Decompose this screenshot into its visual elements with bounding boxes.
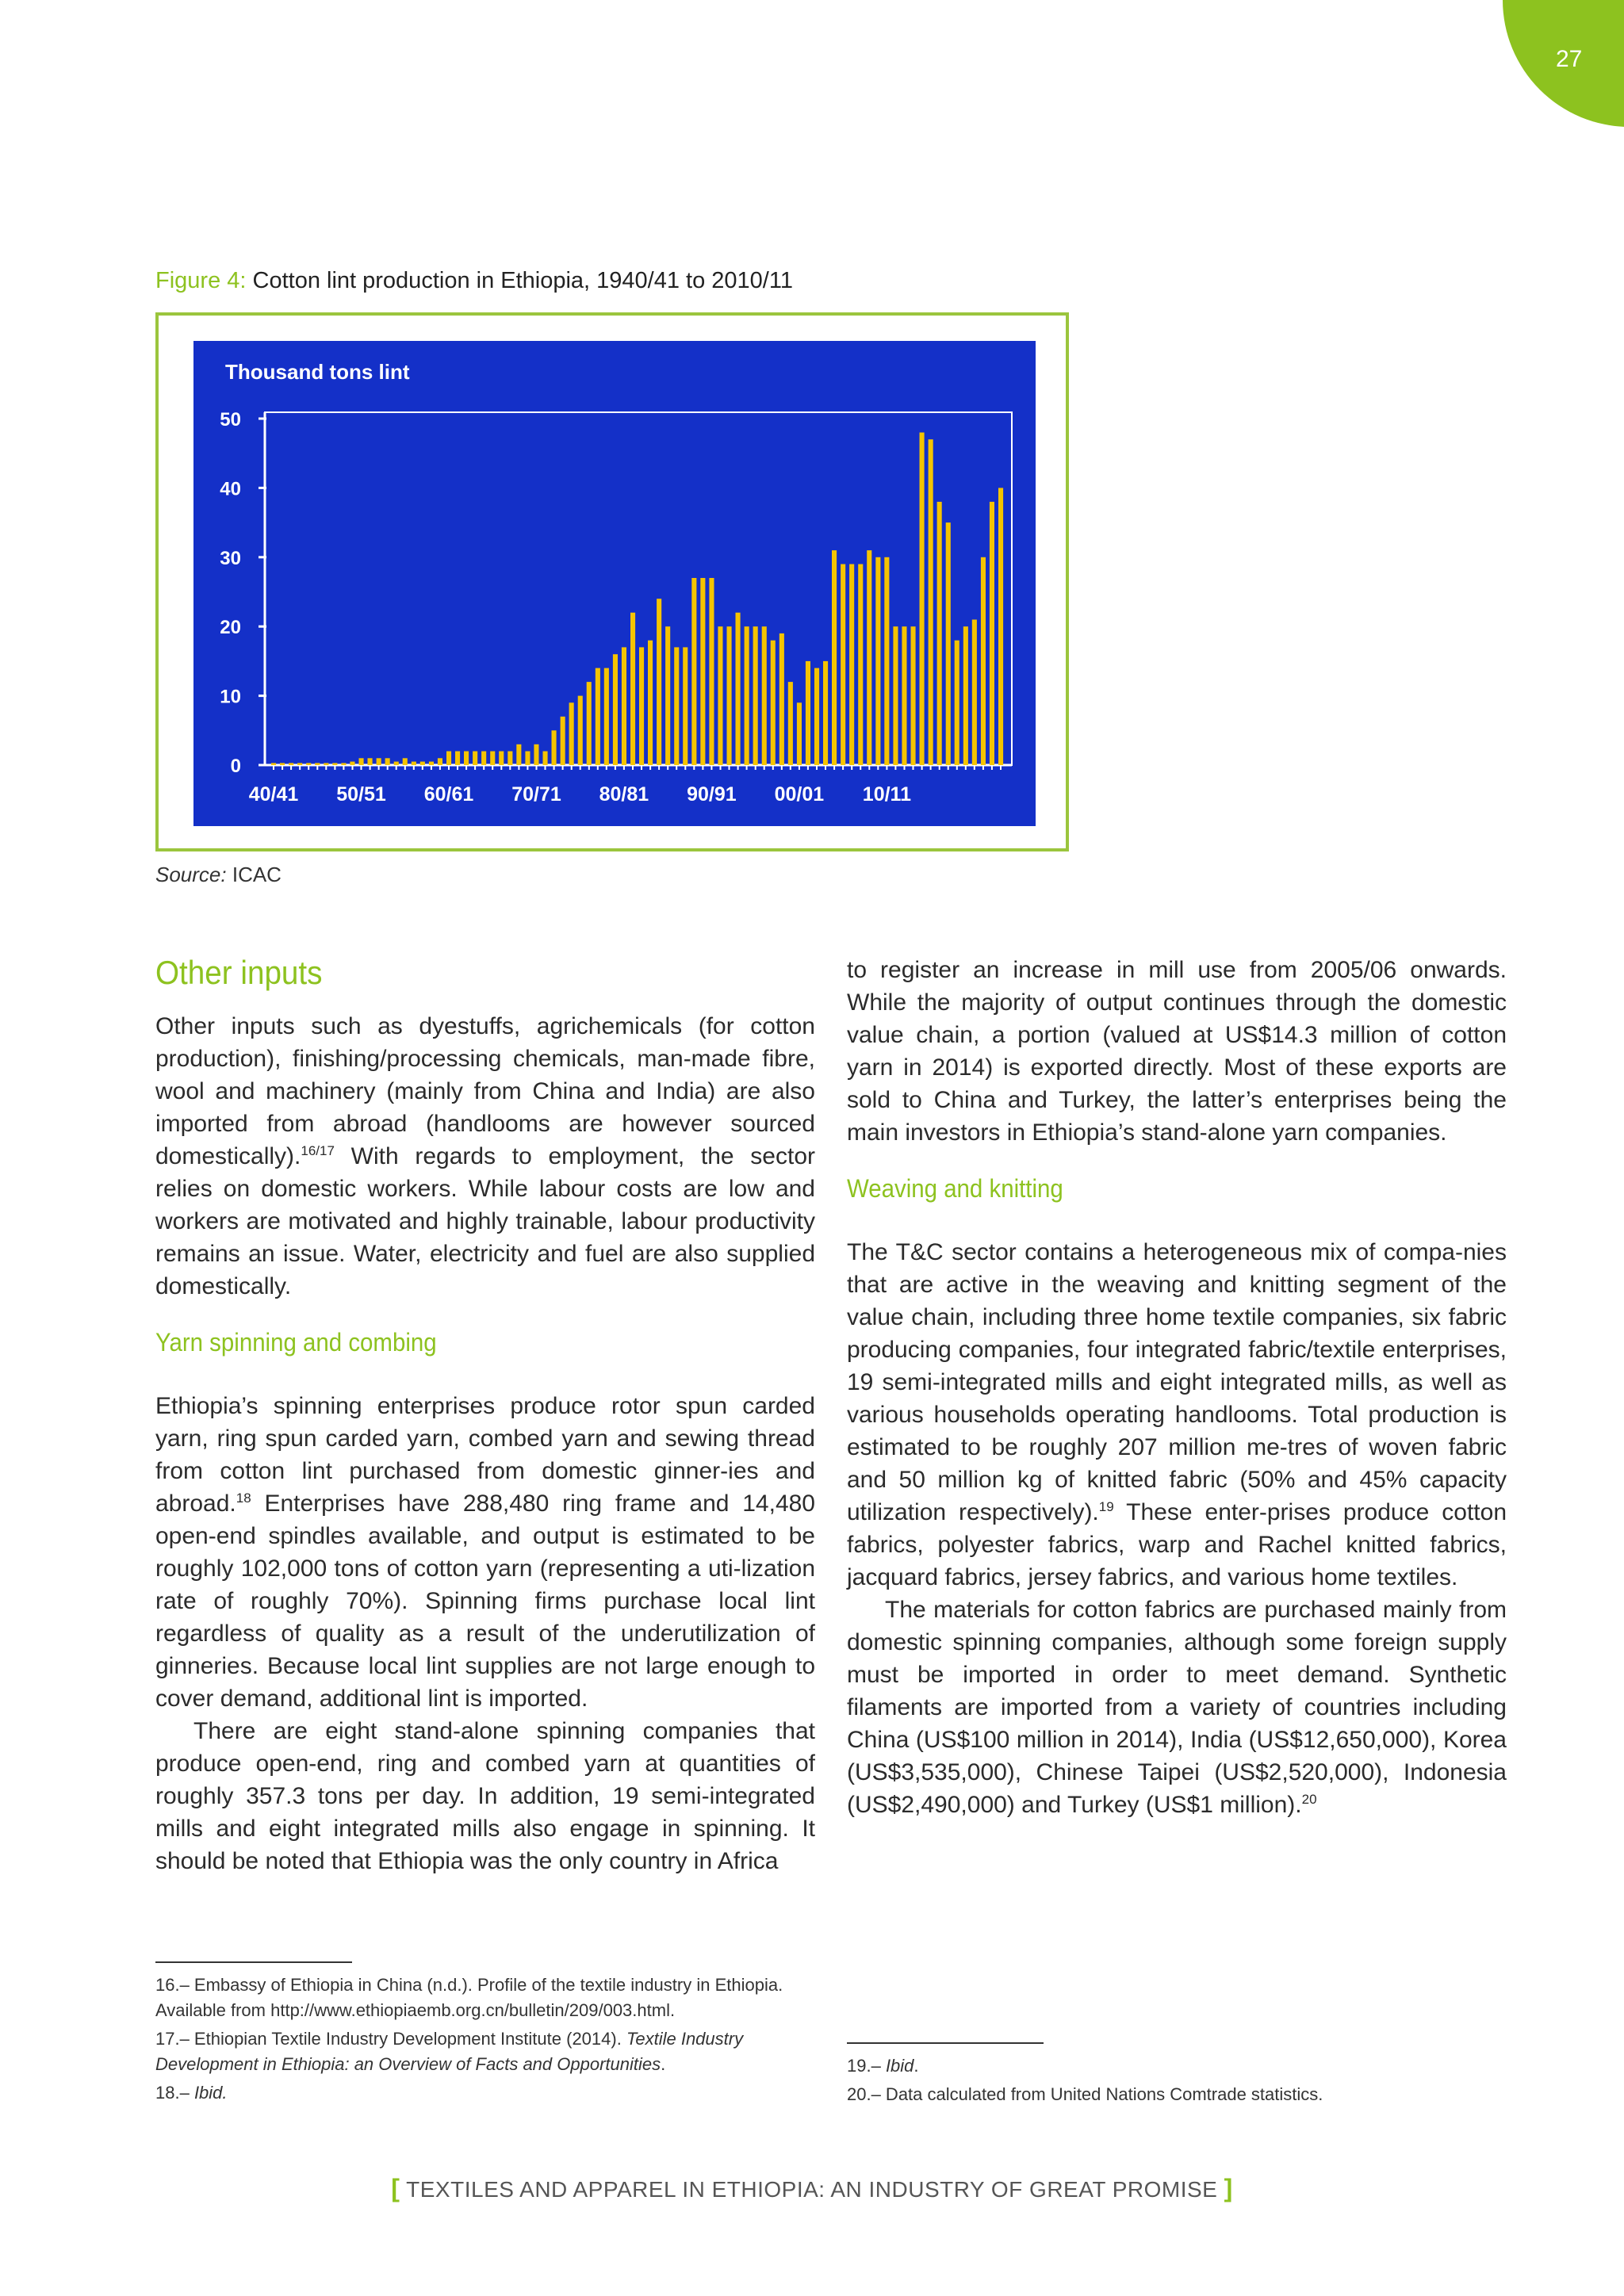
bar-1958 (429, 762, 434, 765)
footer-title: TEXTILES AND APPAREL IN ETHIOPIA: AN INDUSTRY OF GREAT PROMISE (406, 2177, 1218, 2202)
heading-yarn-spinning: Yarn spinning and combing (155, 1328, 437, 1357)
bar-2003 (823, 661, 828, 765)
footnotes-right (847, 2053, 1513, 2110)
paragraph-other-inputs (155, 1010, 815, 1303)
text: Enterprises have 288,480 ring frame and 14,480 open-end spindles available, and output is estimated to be roughly 102,000 tons of cotton yarn (representing a uti-lization rate of roughly 70%). Spinning firms purchase local lint regardless of quality as a result of the underutilization of ginneries. Because local lint supplies are not large enough to cover demand, additional lint is imported. (155, 1490, 815, 1712)
bar-1979 (613, 654, 618, 765)
bar-1959 (438, 758, 442, 765)
bar-1996 (762, 626, 767, 765)
bar-1948 (341, 763, 346, 765)
footnote-ref: 19 (1098, 1499, 1114, 1514)
bar-1951 (368, 758, 373, 765)
bar-1989 (700, 578, 705, 765)
bar-1988 (691, 578, 696, 765)
bar-2011 (893, 626, 898, 765)
text: 18.– (155, 2083, 194, 2103)
footnote-20: 20.– Data calculated from United Nations Comtrade statistics. (847, 2084, 1323, 2104)
paragraph-yarn-1 (155, 1390, 815, 1715)
bar-chart (193, 341, 1036, 826)
paragraph-materials (847, 1594, 1507, 1821)
bar-1982 (639, 647, 644, 765)
source-text: ICAC (232, 863, 282, 886)
bar-1940 (271, 763, 276, 765)
bar-1955 (403, 758, 408, 765)
bar-2019 (963, 626, 968, 765)
bar-2001 (806, 661, 810, 765)
bar-1961 (455, 752, 460, 766)
bar-1942 (289, 763, 293, 765)
paragraph-continued: to register an increase in mill use from 2005/06 onwards. While the majority of output continues through the domestic value chain, a portion (valued at US$14.3 million of cotton yarn in 2014) is exported directly. Most of these exports are sold to China and Turkey, the latter’s enterprises being the main investors in Ethiopia’s stand-alone yarn companies. (847, 957, 1507, 1146)
x-tick-label-80-81: 80/81 (599, 783, 649, 806)
bar-1998 (779, 633, 784, 765)
x-tick-label-00-01: 00/01 (774, 783, 825, 806)
footnote-ref: 20 (1301, 1792, 1317, 1807)
heading-other-inputs: Other inputs (155, 954, 323, 991)
text: 19.– (847, 2056, 886, 2076)
bar-2018 (955, 641, 959, 765)
text: Textile Industry Development in Ethiopia: an Overview of Facts and Opportunities (155, 2029, 744, 2074)
running-footer (0, 2174, 1624, 2203)
bar-1985 (665, 626, 670, 765)
bar-2014 (920, 433, 925, 766)
bar-1965 (490, 752, 495, 766)
bar-2007 (858, 564, 863, 766)
figure-title: Cotton lint production in Ethiopia, 1940/41 to 2010/11 (252, 268, 793, 293)
bar-1956 (412, 762, 416, 765)
y-tick-label-50: 50 (220, 409, 241, 430)
figure-caption (155, 268, 793, 294)
bar-1991 (718, 626, 722, 765)
text: . (661, 2054, 666, 2074)
bar-2008 (867, 550, 871, 765)
bar-1990 (709, 578, 714, 765)
bar-1970 (534, 744, 538, 765)
bar-1947 (332, 763, 337, 765)
bar-1941 (280, 763, 285, 765)
source-label: Source: (155, 863, 227, 886)
footer-bracket-open: [ (391, 2174, 400, 2202)
y-tick-label-30: 30 (220, 547, 241, 569)
right-column (847, 954, 1507, 1821)
text: Ibid (885, 2056, 914, 2076)
bar-1946 (324, 763, 328, 765)
bar-2004 (832, 550, 837, 765)
bar-1949 (350, 762, 354, 765)
text: Ibid. (193, 2083, 228, 2103)
bar-1963 (473, 752, 477, 766)
bar-1976 (587, 682, 592, 765)
bar-1983 (648, 641, 653, 765)
bar-1943 (297, 763, 302, 765)
bar-2015 (929, 439, 933, 765)
bar-1973 (561, 717, 565, 765)
bar-2000 (797, 702, 802, 765)
text: Ethiopia’s spinning enterprises produce rotor spun carded yarn, ring spun carded yarn, combed yarn and sewing thread from cotton lint purchased from domestic ginner-ies and abroad. (155, 1393, 815, 1517)
bar-2012 (902, 626, 906, 765)
bar-1997 (771, 641, 776, 765)
bar-1999 (788, 682, 793, 765)
left-column (155, 951, 815, 1877)
text: With regards to employment, the sector relies on domestic workers. While labour costs are low and workers are motivated and highly trainable, labour productivity remains an issue. Water, electricity and fuel are also supplied domestically. (155, 1143, 815, 1299)
figure-source (155, 863, 282, 887)
footnote-18 (155, 2080, 822, 2106)
bar-1977 (596, 668, 600, 765)
footnote-ref: 16/17 (301, 1143, 335, 1158)
bar-1995 (753, 626, 758, 765)
text: . (914, 2056, 919, 2076)
footnote-19 (847, 2053, 1513, 2079)
bar-1950 (359, 758, 364, 765)
y-tick-label-40: 40 (220, 478, 241, 500)
text: The materials for cotton fabrics are purchased mainly from domestic spinning companies, although some foreign supply must be imported in order to meet demand. Synthetic filaments are imported from a variety of countries including China (US$100 million in 2014), India (US$12,650,000), Korea (US$3,535,000), Chinese Taipei (US$2,520,000), Indonesia (US$2,490,000) and Turkey (US$1 million). (847, 1597, 1507, 1818)
bar-1944 (306, 763, 311, 765)
bar-1962 (464, 752, 469, 766)
x-tick-label-50-51: 50/51 (336, 783, 386, 806)
bar-1968 (516, 744, 521, 765)
paragraph-weaving (847, 1236, 1507, 1594)
x-tick-label-40-41: 40/41 (248, 783, 299, 806)
bar-1994 (745, 626, 749, 765)
bar-1966 (499, 752, 504, 766)
bar-1971 (543, 752, 548, 766)
heading-weaving-knitting: Weaving and knitting (847, 1174, 1063, 1203)
x-tick-label-90-91: 90/91 (687, 783, 737, 806)
bar-2022 (990, 502, 994, 765)
bar-1984 (657, 599, 661, 765)
bar-1960 (446, 752, 451, 766)
figure-label: Figure 4: (155, 268, 247, 293)
bar-1945 (315, 763, 320, 765)
bar-2009 (875, 557, 880, 765)
text: 17.– Ethiopian Textile Industry Development Institute (2014). (155, 2029, 626, 2049)
bar-2010 (884, 557, 889, 765)
footnotes-left (155, 1973, 822, 2109)
paragraph-yarn-2: There are eight stand-alone spinning companies that produce open-end, ring and combed yarn at quantities of roughly 357.3 tons per day. In addition, 19 semi-integrated mills and eight integrated mills also engage in spinning. It should be noted that Ethiopia was the only country in Africa (155, 1718, 815, 1874)
page-number: 27 (1556, 46, 1583, 72)
x-tick-label-70-71: 70/71 (511, 783, 561, 806)
bar-1969 (525, 752, 530, 766)
x-tick-label-60-61: 60/61 (423, 783, 474, 806)
bar-1980 (622, 647, 626, 765)
footnote-rule-right (847, 2042, 1044, 2044)
bar-1964 (481, 752, 486, 766)
figure-frame (155, 312, 1069, 851)
footer-bracket-close: ] (1224, 2174, 1233, 2202)
bar-1974 (569, 702, 574, 765)
bar-2021 (981, 557, 986, 765)
bar-1957 (420, 762, 425, 765)
bar-1967 (508, 752, 512, 766)
bar-1954 (394, 762, 399, 765)
bar-1975 (578, 696, 583, 765)
bar-1986 (674, 647, 679, 765)
bar-1972 (552, 730, 557, 765)
bar-2002 (814, 668, 819, 765)
bar-1981 (630, 613, 635, 765)
footnote-16: 16.– Embassy of Ethiopia in China (n.d.). Profile of the textile industry in Ethiopia. Available from http://www.ethiopiaemb.org.cn/bulletin/209/003.html. (155, 1975, 783, 2020)
y-tick-label-20: 20 (220, 617, 241, 639)
footnote-ref: 18 (236, 1490, 251, 1506)
y-tick-label-10: 10 (220, 686, 241, 708)
text: These enter-prises produce cotton fabrics, polyester fabrics, warp and Rachel knitted fabrics, jacquard fabrics, jersey fabrics, and various home textiles. (847, 1499, 1507, 1590)
bar-1992 (727, 626, 732, 765)
footnote-rule-left (155, 1961, 352, 1963)
bar-2020 (972, 620, 977, 766)
bar-2017 (946, 522, 951, 765)
bar-2023 (998, 488, 1003, 765)
bar-1978 (604, 668, 609, 765)
text: The T&C sector contains a heterogeneous mix of compa-nies that are active in the weaving and knitting segment of the value chain, including three home textile companies, six fabric producing companies, four integrated fabric/textile enterprises, 19 semi-integrated mills and eight integrated mills, as well as various households operating handlooms. Total production is estimated to be roughly 207 million me-tres of woven fabric and 50 million kg of knitted fabric (50% and 45% capacity utilization respectively). (847, 1239, 1507, 1525)
y-tick-label-0: 0 (230, 756, 241, 777)
bar-2005 (841, 564, 845, 766)
bar-2013 (911, 626, 916, 765)
y-axis-label: Thousand tons lint (225, 360, 410, 384)
bar-1953 (385, 758, 390, 765)
bar-1952 (377, 758, 381, 765)
bar-2006 (849, 564, 854, 766)
bar-1987 (683, 647, 688, 765)
bar-2016 (937, 502, 942, 765)
bar-1993 (736, 613, 741, 765)
text: Other inputs such as dyestuffs, agrichemicals (for cotton production), finishing/processing chemicals, man-made fibre, wool and machinery (mainly from China and India) are also imported from abroad (handlooms are however sourced domestically). (155, 1013, 815, 1169)
footnote-17 (155, 2026, 822, 2077)
x-tick-label-10-11: 10/11 (862, 783, 911, 806)
